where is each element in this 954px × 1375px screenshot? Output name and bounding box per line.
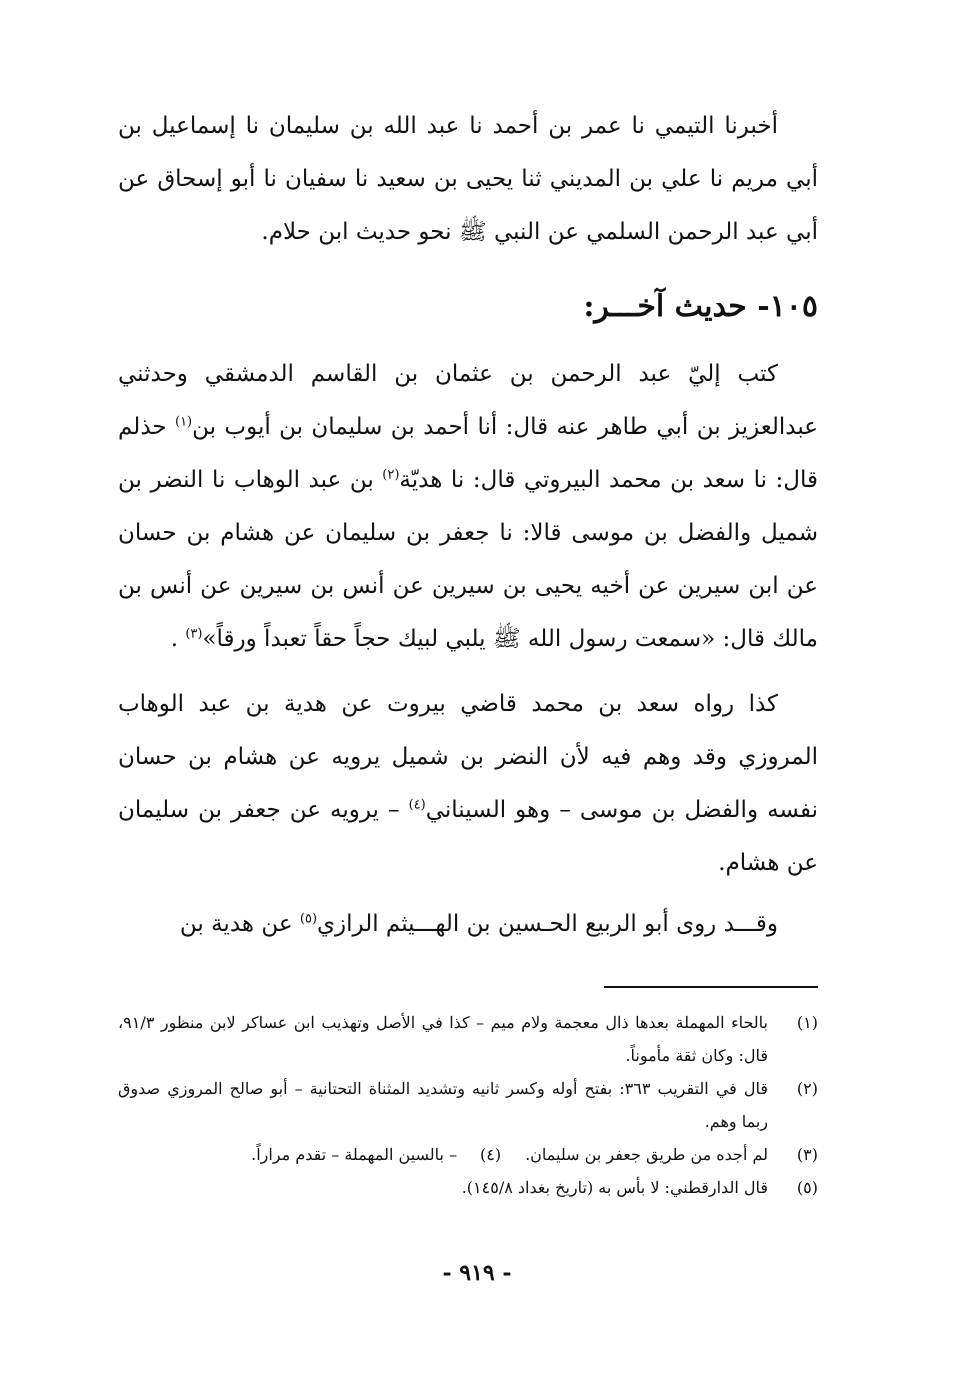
footnote-ref-1: (١) (174, 414, 193, 430)
page-number: - ٩١٩ - (442, 1260, 512, 1286)
footnote-number: (٥) (796, 1178, 818, 1197)
paragraph-hadith-105 (118, 348, 818, 666)
footnote-2 (118, 1072, 818, 1138)
main-text-block-2 (118, 348, 818, 666)
main-text-block-1 (118, 100, 818, 259)
paragraph-text: بن عبد الوهاب نا النضر بن شميل والفضل بن موسى قالا: نا جعفر بن سليمان عن هشام بن حسان عن ابن سيرين عن أخيه يحيى بن سيرين عن أنس بن سيرين عن أنس بن مالك قال: «سمعت رسول الله ﷺ يلبي لبيك حجاً حقاً تعبداً ورقاً» (118, 467, 818, 652)
paragraph-text: كذا رواه سعد بن محمد قاضي بيروت عن هدية بن عبد الوهاب المروزي وقد وهم فيه لأن النضر بن شميل يرويه عن هشام بن حسان نفسه والفضل بن موسى – وهو السيناني (118, 691, 818, 823)
footnotes-block (118, 1006, 818, 1204)
footnote-4 (251, 1138, 501, 1171)
paragraph-text: عن هدية بن (179, 911, 300, 937)
paragraph-isnad-1: أخبرنا التيمي نا عمر بن أحمد نا عبد الله بن سليمان نا إسماعيل بن أبي مريم نا علي بن المديني ثنا يحيى بن سعيد نا سفيان نا أبو إسحاق عن أبي عبد الرحمن السلمي عن النبي ﷺ نحو حديث ابن حلام. (118, 113, 818, 245)
footnote-text: لم أجده من طريق جعفر بن سليمان. (525, 1145, 768, 1164)
footnote-ref-5: (٥) (299, 911, 318, 927)
paragraph-text: . (170, 626, 186, 652)
paragraph-text: حذلم قال: نا سعد بن محمد البيروتي قال: نا هديّة (118, 414, 818, 493)
footnote-row-3-4 (118, 1138, 818, 1171)
paragraph-continuation (118, 898, 818, 951)
footnote-number: (٤) (479, 1145, 502, 1164)
footnote-1 (118, 1006, 818, 1072)
main-text-block-4 (118, 898, 818, 951)
footnote-text: قال في التقريب ٣٦٣: بفتح أوله وكسر ثانيه وتشديد المثناة التحتانية – أبو صالح المروزي صدوق ربما وهم. (118, 1079, 769, 1131)
footnote-text: قال الدارقطني: لا بأس به (تاريخ بغداد ١٤٥/٨). (461, 1178, 768, 1197)
footnote-5 (118, 1171, 818, 1204)
footnote-number: (٢) (796, 1079, 818, 1098)
paragraph-text: وقـــد روى أبو الربيع الحـسين بن الهـــيثم الرازي (317, 911, 778, 937)
footnote-ref-4: (٤) (408, 797, 426, 813)
paragraph-text: كتب إليّ عبد الرحمن بن عثمان بن القاسم الدمشقي وحدثني عبدالعزيز بن أبي طاهر عنه قال: أنا أحمد بن سليمان بن أيوب بن (118, 361, 818, 440)
footnote-text: بالحاء المهملة بعدها ذال معجمة ولام ميم – كذا في الأصل وتهذيب ابن عساكر لابن منظور ٩١/٣، قال: وكان ثقة مأموناً. (118, 1013, 768, 1065)
footnote-number: (٣) (796, 1145, 818, 1164)
paragraph-text: – يرويه عن جعفر بن سليمان عن هشام. (118, 797, 818, 876)
footnote-3 (525, 1138, 818, 1171)
footnote-number: (١) (796, 1013, 818, 1032)
footnote-ref-2: (٢) (382, 467, 400, 483)
footnote-separator (604, 986, 818, 988)
footnote-text: – بالسين المهملة – تقدم مراراً. (251, 1145, 458, 1164)
paragraph-commentary (118, 678, 818, 890)
main-text-block-3 (118, 678, 818, 890)
hadith-heading: ١٠٥- حديث آخـــر: (583, 289, 818, 324)
footnote-ref-3: (٣) (185, 626, 203, 642)
